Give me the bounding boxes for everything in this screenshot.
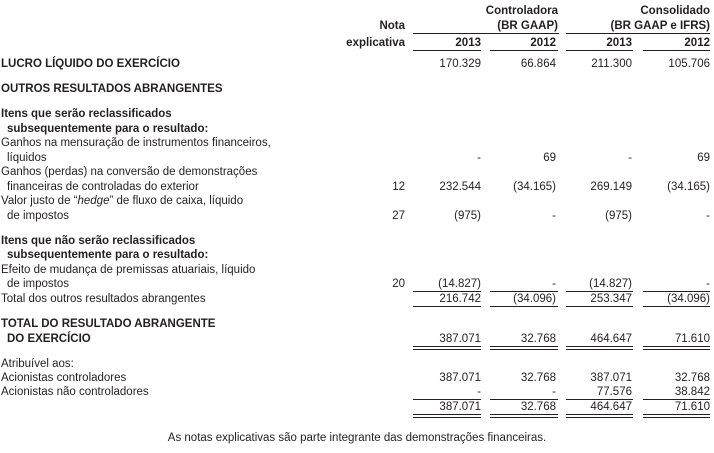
cell-value: 69 [697,152,710,164]
row-label-hedge [1,195,243,208]
nota-ref: 20 [392,278,405,290]
subtotal-rule [490,399,558,400]
cell-value: (14.827) [438,278,481,290]
cell-value: 66.864 [520,58,556,70]
double-rule [643,414,710,418]
subsection-title-reclass: Itens que serão reclassificados [1,108,172,120]
row-label-total-resultado-line2: DO EXERCÍCIO [7,333,91,345]
nota-ref: 27 [392,210,405,222]
double-rule [413,346,481,350]
year-rule [643,50,710,51]
cell-value: (14.827) [589,278,632,290]
cell-value: 32.768 [520,401,556,413]
cell-value: - [552,278,556,290]
subtotal-rule [643,291,710,292]
year-rule [566,50,633,51]
row-label-ganhos-instrumentos: Ganhos na mensuração de instrumentos financeiros, [1,137,271,149]
cell-value: 464.647 [590,333,632,345]
cell-value: 71.610 [674,333,710,345]
cell-value: - [706,278,710,290]
total-rule [413,306,481,307]
cell-value: - [552,386,556,398]
cell-value: - [552,210,556,222]
row-label-ganhos-conversao-line2: financeiras de controladas do exterior [7,181,199,193]
cell-value: (975) [605,210,632,222]
cell-value: 211.300 [591,58,632,70]
row-label-hedge-post: ” de fluxo de caixa, líquido [109,195,244,207]
consolidado-subheader: (BR GAAP e IFRS) [610,20,710,32]
cell-value: 253.347 [590,293,632,305]
nota-ref: 12 [392,181,405,193]
row-label-acionistas-controladores: Acionistas controladores [1,372,127,384]
row-label-ganhos-conversao: Ganhos (perdas) na conversão de demonstrações [1,166,258,178]
cell-value: 32.768 [674,372,710,384]
year-header-ctrl-2012: 2012 [530,37,556,49]
cell-value: 32.768 [520,333,556,345]
total-rule [643,306,710,307]
cell-value: 38.842 [674,386,710,398]
cell-value: 464.647 [590,401,632,413]
cell-value: 170.329 [439,58,481,70]
cell-value: (34.165) [667,181,710,193]
cell-value: (34.165) [513,181,556,193]
row-label-lucro: LUCRO LÍQUIDO DO EXERCÍCIO [1,58,180,70]
row-label-hedge-pre: Valor justo de “ [1,195,78,207]
cell-value: (975) [454,210,481,222]
year-header-ctrl-2013: 2013 [455,37,481,49]
consolidado-header: Consolidado [640,5,710,17]
subsection-title-nao-reclass-line2: subsequentemente para o resultado: [7,249,209,261]
row-label-hedge-line2: de impostos [7,210,70,222]
row-label-total-outros: Total dos outros resultados abrangentes [1,293,206,305]
row-label-acionistas-nao-controladores: Acionistas não controladores [1,386,149,398]
consolidado-header-rule [566,33,710,34]
subtotal-rule [566,399,633,400]
double-rule [566,346,633,350]
cell-value: 387.071 [590,372,632,384]
row-label-efeito-line2: de impostos [7,278,70,290]
cell-value: 71.610 [674,401,710,413]
year-header-cons-2012: 2012 [684,37,710,49]
row-label-total-resultado: TOTAL DO RESULTADO ABRANGENTE [1,318,216,330]
cell-value: 216.742 [439,293,481,305]
year-header-cons-2013: 2013 [606,37,632,49]
subsection-title-reclass-line2: subsequentemente para o resultado: [7,123,209,135]
cell-value: 269.149 [590,181,632,193]
year-rule [490,50,558,51]
double-rule [566,414,633,418]
cell-value: - [477,152,481,164]
nota-header-line2: explicativa [346,37,405,49]
subtotal-rule [490,291,558,292]
cell-value: 105.706 [668,58,710,70]
cell-value: (34.096) [513,293,556,305]
cell-value: 69 [543,152,556,164]
subsection-title-nao-reclass: Itens que não serão reclassificados [1,235,196,247]
cell-value: 387.071 [439,372,481,384]
double-rule [490,346,558,350]
total-rule [566,306,633,307]
year-rule [413,50,481,51]
cell-value: 387.071 [439,401,481,413]
cell-value: 232.544 [439,181,481,193]
row-label-hedge-italic: hedge [77,195,110,207]
cell-value: - [628,152,632,164]
controladora-header: Controladora [485,5,558,17]
cell-value: 77.576 [596,386,632,398]
row-label-ganhos-instrumentos-line2: líquidos [7,152,47,164]
footer-note: As notas explicativas são parte integrante das demonstrações financeiras. [167,432,547,444]
subtotal-rule [413,399,481,400]
cell-value: 387.071 [439,333,481,345]
nota-header: Nota [379,20,405,32]
subtotal-rule [643,399,710,400]
subtotal-rule [566,291,633,292]
cell-value: 32.768 [520,372,556,384]
cell-value: - [477,386,481,398]
section-title-outros: OUTROS RESULTADOS ABRANGENTES [1,83,223,95]
double-rule [490,414,558,418]
double-rule [643,346,710,350]
cell-value: - [706,210,710,222]
row-label-atribuivel: Atribuível aos: [1,358,74,370]
double-rule [413,414,481,418]
controladora-subheader: (BR GAAP) [497,20,558,32]
row-label-efeito: Efeito de mudança de premissas atuariais, líquido [1,264,256,276]
total-rule [490,306,558,307]
subtotal-rule [413,291,481,292]
cell-value: (34.096) [667,293,710,305]
controladora-header-rule [413,33,559,34]
